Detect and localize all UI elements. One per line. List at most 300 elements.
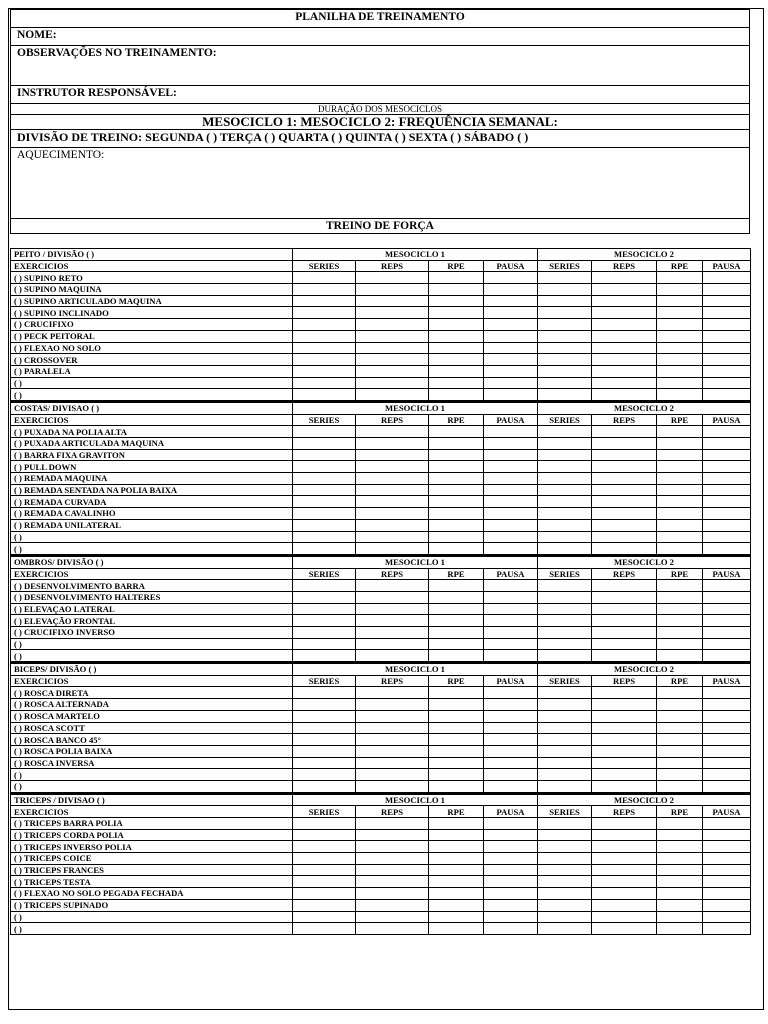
entry-cell[interactable]	[484, 699, 538, 711]
entry-cell[interactable]	[293, 780, 356, 792]
entry-cell[interactable]	[484, 627, 538, 639]
entry-cell[interactable]	[429, 389, 484, 401]
entry-cell[interactable]	[538, 272, 592, 284]
entry-cell[interactable]	[356, 687, 429, 699]
entry-cell[interactable]	[657, 734, 703, 746]
entry-cell[interactable]	[429, 780, 484, 792]
entry-cell[interactable]	[429, 284, 484, 296]
entry-cell[interactable]	[538, 853, 592, 865]
entry-cell[interactable]	[356, 899, 429, 911]
entry-cell[interactable]	[293, 365, 356, 377]
entry-cell[interactable]	[356, 757, 429, 769]
entry-cell[interactable]	[657, 531, 703, 543]
entry-cell[interactable]	[484, 888, 538, 900]
entry-cell[interactable]	[293, 377, 356, 389]
entry-cell[interactable]	[538, 829, 592, 841]
entry-cell[interactable]	[356, 307, 429, 319]
observacoes-field[interactable]: OBSERVAÇÕES NO TREINAMENTO:	[11, 46, 750, 86]
entry-cell[interactable]	[293, 899, 356, 911]
entry-cell[interactable]	[592, 365, 657, 377]
entry-cell[interactable]	[356, 354, 429, 366]
entry-cell[interactable]	[293, 389, 356, 401]
entry-cell[interactable]	[293, 591, 356, 603]
entry-cell[interactable]	[356, 508, 429, 520]
exercise-name[interactable]: ( ) SUPINO ARTICULADO MAQUINA	[11, 295, 293, 307]
exercise-name[interactable]: ( ) CRUCIFIXO	[11, 319, 293, 331]
entry-cell[interactable]	[592, 519, 657, 531]
entry-cell[interactable]	[703, 342, 751, 354]
entry-cell[interactable]	[657, 508, 703, 520]
entry-cell[interactable]	[429, 272, 484, 284]
entry-cell[interactable]	[592, 864, 657, 876]
entry-cell[interactable]	[429, 627, 484, 639]
entry-cell[interactable]	[429, 531, 484, 543]
entry-cell[interactable]	[703, 687, 751, 699]
entry-cell[interactable]	[657, 272, 703, 284]
entry-cell[interactable]	[484, 650, 538, 662]
entry-cell[interactable]	[657, 603, 703, 615]
entry-cell[interactable]	[293, 473, 356, 485]
exercise-name[interactable]: ( )	[11, 911, 293, 923]
entry-cell[interactable]	[538, 426, 592, 438]
entry-cell[interactable]	[356, 780, 429, 792]
entry-cell[interactable]	[538, 699, 592, 711]
entry-cell[interactable]	[484, 899, 538, 911]
entry-cell[interactable]	[484, 519, 538, 531]
entry-cell[interactable]	[703, 426, 751, 438]
entry-cell[interactable]	[538, 864, 592, 876]
entry-cell[interactable]	[356, 473, 429, 485]
entry-cell[interactable]	[703, 864, 751, 876]
entry-cell[interactable]	[293, 484, 356, 496]
exercise-name[interactable]: ( ) ELEVAÇAO LATERAL	[11, 603, 293, 615]
entry-cell[interactable]	[657, 473, 703, 485]
exercise-name[interactable]: ( ) CROSSOVER	[11, 354, 293, 366]
entry-cell[interactable]	[538, 342, 592, 354]
entry-cell[interactable]	[356, 531, 429, 543]
entry-cell[interactable]	[484, 841, 538, 853]
entry-cell[interactable]	[657, 699, 703, 711]
entry-cell[interactable]	[293, 519, 356, 531]
entry-cell[interactable]	[293, 531, 356, 543]
entry-cell[interactable]	[356, 272, 429, 284]
entry-cell[interactable]	[356, 876, 429, 888]
entry-cell[interactable]	[657, 650, 703, 662]
entry-cell[interactable]	[293, 769, 356, 781]
entry-cell[interactable]	[592, 603, 657, 615]
entry-cell[interactable]	[703, 519, 751, 531]
entry-cell[interactable]	[356, 627, 429, 639]
entry-cell[interactable]	[657, 319, 703, 331]
entry-cell[interactable]	[703, 473, 751, 485]
entry-cell[interactable]	[657, 710, 703, 722]
entry-cell[interactable]	[592, 330, 657, 342]
entry-cell[interactable]	[703, 484, 751, 496]
entry-cell[interactable]	[592, 580, 657, 592]
entry-cell[interactable]	[429, 911, 484, 923]
entry-cell[interactable]	[293, 757, 356, 769]
entry-cell[interactable]	[484, 923, 538, 935]
entry-cell[interactable]	[429, 699, 484, 711]
entry-cell[interactable]	[657, 330, 703, 342]
exercise-name[interactable]: ( )	[11, 769, 293, 781]
entry-cell[interactable]	[657, 354, 703, 366]
entry-cell[interactable]	[592, 295, 657, 307]
entry-cell[interactable]	[657, 818, 703, 830]
entry-cell[interactable]	[538, 319, 592, 331]
entry-cell[interactable]	[657, 426, 703, 438]
entry-cell[interactable]	[592, 650, 657, 662]
entry-cell[interactable]	[429, 426, 484, 438]
exercise-name[interactable]: ( ) ROSCA MARTELO	[11, 710, 293, 722]
entry-cell[interactable]	[356, 603, 429, 615]
exercise-name[interactable]: ( ) TRICEPS BARRA POLIA	[11, 818, 293, 830]
entry-cell[interactable]	[484, 769, 538, 781]
entry-cell[interactable]	[356, 543, 429, 555]
entry-cell[interactable]	[484, 449, 538, 461]
exercise-name[interactable]: ( )	[11, 377, 293, 389]
entry-cell[interactable]	[429, 519, 484, 531]
exercise-name[interactable]: ( ) DESENVOLVIMENTO BARRA	[11, 580, 293, 592]
exercise-name[interactable]: ( ) ELEVAÇÃO FRONTAL	[11, 615, 293, 627]
entry-cell[interactable]	[657, 484, 703, 496]
entry-cell[interactable]	[429, 734, 484, 746]
entry-cell[interactable]	[538, 710, 592, 722]
entry-cell[interactable]	[703, 449, 751, 461]
entry-cell[interactable]	[484, 272, 538, 284]
entry-cell[interactable]	[592, 734, 657, 746]
entry-cell[interactable]	[592, 899, 657, 911]
entry-cell[interactable]	[484, 638, 538, 650]
entry-cell[interactable]	[657, 496, 703, 508]
entry-cell[interactable]	[429, 864, 484, 876]
exercise-name[interactable]: ( )	[11, 543, 293, 555]
entry-cell[interactable]	[538, 354, 592, 366]
entry-cell[interactable]	[538, 603, 592, 615]
entry-cell[interactable]	[538, 899, 592, 911]
entry-cell[interactable]	[429, 722, 484, 734]
entry-cell[interactable]	[703, 365, 751, 377]
entry-cell[interactable]	[293, 864, 356, 876]
entry-cell[interactable]	[356, 438, 429, 450]
entry-cell[interactable]	[484, 307, 538, 319]
entry-cell[interactable]	[703, 354, 751, 366]
entry-cell[interactable]	[592, 722, 657, 734]
entry-cell[interactable]	[703, 853, 751, 865]
entry-cell[interactable]	[703, 496, 751, 508]
entry-cell[interactable]	[293, 818, 356, 830]
entry-cell[interactable]	[592, 888, 657, 900]
entry-cell[interactable]	[538, 769, 592, 781]
entry-cell[interactable]	[538, 780, 592, 792]
entry-cell[interactable]	[293, 330, 356, 342]
exercise-name[interactable]: ( ) TRICEPS SUPINADO	[11, 899, 293, 911]
entry-cell[interactable]	[703, 769, 751, 781]
entry-cell[interactable]	[356, 818, 429, 830]
exercise-name[interactable]: ( ) DESENVOLVIMENTO HALTERES	[11, 591, 293, 603]
entry-cell[interactable]	[538, 818, 592, 830]
entry-cell[interactable]	[538, 591, 592, 603]
entry-cell[interactable]	[356, 829, 429, 841]
entry-cell[interactable]	[293, 342, 356, 354]
entry-cell[interactable]	[484, 603, 538, 615]
entry-cell[interactable]	[356, 841, 429, 853]
entry-cell[interactable]	[538, 389, 592, 401]
entry-cell[interactable]	[484, 461, 538, 473]
instrutor-field[interactable]: INSTRUTOR RESPONSÁVEL:	[11, 86, 750, 104]
entry-cell[interactable]	[703, 508, 751, 520]
entry-cell[interactable]	[703, 272, 751, 284]
entry-cell[interactable]	[293, 876, 356, 888]
entry-cell[interactable]	[592, 319, 657, 331]
entry-cell[interactable]	[293, 699, 356, 711]
entry-cell[interactable]	[538, 627, 592, 639]
entry-cell[interactable]	[657, 284, 703, 296]
entry-cell[interactable]	[657, 615, 703, 627]
entry-cell[interactable]	[356, 284, 429, 296]
entry-cell[interactable]	[592, 449, 657, 461]
entry-cell[interactable]	[484, 722, 538, 734]
entry-cell[interactable]	[484, 864, 538, 876]
entry-cell[interactable]	[429, 295, 484, 307]
entry-cell[interactable]	[429, 710, 484, 722]
entry-cell[interactable]	[429, 638, 484, 650]
entry-cell[interactable]	[293, 580, 356, 592]
exercise-name[interactable]: ( ) ROSCA INVERSA	[11, 757, 293, 769]
entry-cell[interactable]	[484, 426, 538, 438]
entry-cell[interactable]	[484, 911, 538, 923]
entry-cell[interactable]	[429, 745, 484, 757]
exercise-name[interactable]: ( ) ROSCA SCOTT	[11, 722, 293, 734]
entry-cell[interactable]	[703, 699, 751, 711]
entry-cell[interactable]	[484, 295, 538, 307]
entry-cell[interactable]	[657, 580, 703, 592]
entry-cell[interactable]	[657, 888, 703, 900]
entry-cell[interactable]	[538, 365, 592, 377]
entry-cell[interactable]	[538, 438, 592, 450]
exercise-name[interactable]: ( ) TRICEPS TESTA	[11, 876, 293, 888]
entry-cell[interactable]	[484, 615, 538, 627]
entry-cell[interactable]	[657, 687, 703, 699]
entry-cell[interactable]	[592, 627, 657, 639]
entry-cell[interactable]	[657, 342, 703, 354]
entry-cell[interactable]	[293, 496, 356, 508]
exercise-name[interactable]: ( ) PARALELA	[11, 365, 293, 377]
exercise-name[interactable]: ( ) PULL DOWN	[11, 461, 293, 473]
entry-cell[interactable]	[592, 757, 657, 769]
entry-cell[interactable]	[592, 461, 657, 473]
entry-cell[interactable]	[484, 377, 538, 389]
entry-cell[interactable]	[484, 710, 538, 722]
entry-cell[interactable]	[429, 508, 484, 520]
entry-cell[interactable]	[657, 543, 703, 555]
entry-cell[interactable]	[657, 780, 703, 792]
entry-cell[interactable]	[592, 342, 657, 354]
entry-cell[interactable]	[484, 734, 538, 746]
entry-cell[interactable]	[703, 710, 751, 722]
entry-cell[interactable]	[429, 330, 484, 342]
entry-cell[interactable]	[703, 438, 751, 450]
entry-cell[interactable]	[703, 531, 751, 543]
exercise-name[interactable]: ( ) ROSCA DIRETA	[11, 687, 293, 699]
entry-cell[interactable]	[429, 818, 484, 830]
exercise-name[interactable]: ( ) TRICEPS CORDA POLIA	[11, 829, 293, 841]
entry-cell[interactable]	[484, 829, 538, 841]
entry-cell[interactable]	[592, 829, 657, 841]
entry-cell[interactable]	[484, 319, 538, 331]
entry-cell[interactable]	[293, 745, 356, 757]
entry-cell[interactable]	[592, 272, 657, 284]
entry-cell[interactable]	[657, 722, 703, 734]
entry-cell[interactable]	[592, 699, 657, 711]
entry-cell[interactable]	[703, 745, 751, 757]
entry-cell[interactable]	[293, 272, 356, 284]
entry-cell[interactable]	[538, 377, 592, 389]
entry-cell[interactable]	[703, 888, 751, 900]
entry-cell[interactable]	[592, 841, 657, 853]
entry-cell[interactable]	[356, 484, 429, 496]
entry-cell[interactable]	[484, 354, 538, 366]
entry-cell[interactable]	[703, 307, 751, 319]
entry-cell[interactable]	[538, 841, 592, 853]
exercise-name[interactable]: ( ) PECK PEITORAL	[11, 330, 293, 342]
exercise-name[interactable]: ( )	[11, 650, 293, 662]
entry-cell[interactable]	[293, 638, 356, 650]
exercise-name[interactable]: ( ) SUPINO RETO	[11, 272, 293, 284]
entry-cell[interactable]	[484, 508, 538, 520]
entry-cell[interactable]	[356, 461, 429, 473]
entry-cell[interactable]	[538, 449, 592, 461]
entry-cell[interactable]	[484, 687, 538, 699]
entry-cell[interactable]	[538, 543, 592, 555]
entry-cell[interactable]	[356, 911, 429, 923]
entry-cell[interactable]	[484, 757, 538, 769]
exercise-name[interactable]: ( ) PUXADA ARTICULADA MAQUINA	[11, 438, 293, 450]
entry-cell[interactable]	[356, 615, 429, 627]
entry-cell[interactable]	[356, 853, 429, 865]
entry-cell[interactable]	[293, 603, 356, 615]
entry-cell[interactable]	[429, 829, 484, 841]
entry-cell[interactable]	[356, 377, 429, 389]
entry-cell[interactable]	[657, 829, 703, 841]
entry-cell[interactable]	[429, 650, 484, 662]
entry-cell[interactable]	[356, 342, 429, 354]
entry-cell[interactable]	[429, 580, 484, 592]
entry-cell[interactable]	[538, 876, 592, 888]
entry-cell[interactable]	[657, 377, 703, 389]
entry-cell[interactable]	[356, 319, 429, 331]
entry-cell[interactable]	[592, 818, 657, 830]
entry-cell[interactable]	[592, 438, 657, 450]
entry-cell[interactable]	[484, 496, 538, 508]
entry-cell[interactable]	[538, 888, 592, 900]
entry-cell[interactable]	[657, 923, 703, 935]
entry-cell[interactable]	[429, 615, 484, 627]
entry-cell[interactable]	[293, 307, 356, 319]
entry-cell[interactable]	[356, 650, 429, 662]
entry-cell[interactable]	[703, 389, 751, 401]
entry-cell[interactable]	[429, 757, 484, 769]
entry-cell[interactable]	[592, 745, 657, 757]
entry-cell[interactable]	[356, 734, 429, 746]
entry-cell[interactable]	[356, 389, 429, 401]
entry-cell[interactable]	[703, 580, 751, 592]
exercise-name[interactable]: ( )	[11, 531, 293, 543]
entry-cell[interactable]	[484, 591, 538, 603]
entry-cell[interactable]	[356, 638, 429, 650]
entry-cell[interactable]	[484, 543, 538, 555]
entry-cell[interactable]	[703, 899, 751, 911]
exercise-name[interactable]: ( ) TRICEPS COICE	[11, 853, 293, 865]
entry-cell[interactable]	[484, 330, 538, 342]
entry-cell[interactable]	[293, 841, 356, 853]
entry-cell[interactable]	[429, 496, 484, 508]
entry-cell[interactable]	[657, 519, 703, 531]
entry-cell[interactable]	[592, 543, 657, 555]
entry-cell[interactable]	[429, 923, 484, 935]
exercise-name[interactable]: ( )	[11, 780, 293, 792]
entry-cell[interactable]	[356, 330, 429, 342]
entry-cell[interactable]	[356, 722, 429, 734]
entry-cell[interactable]	[538, 923, 592, 935]
entry-cell[interactable]	[484, 853, 538, 865]
aquecimento-field[interactable]: AQUECIMENTO:	[11, 148, 750, 219]
entry-cell[interactable]	[484, 438, 538, 450]
exercise-name[interactable]: ( ) PUXADA NA POLIA ALTA	[11, 426, 293, 438]
entry-cell[interactable]	[657, 853, 703, 865]
entry-cell[interactable]	[592, 354, 657, 366]
entry-cell[interactable]	[484, 473, 538, 485]
entry-cell[interactable]	[538, 757, 592, 769]
entry-cell[interactable]	[657, 295, 703, 307]
entry-cell[interactable]	[657, 769, 703, 781]
entry-cell[interactable]	[429, 853, 484, 865]
entry-cell[interactable]	[293, 911, 356, 923]
entry-cell[interactable]	[429, 438, 484, 450]
entry-cell[interactable]	[429, 354, 484, 366]
entry-cell[interactable]	[429, 449, 484, 461]
entry-cell[interactable]	[429, 603, 484, 615]
entry-cell[interactable]	[484, 745, 538, 757]
entry-cell[interactable]	[657, 389, 703, 401]
entry-cell[interactable]	[356, 519, 429, 531]
entry-cell[interactable]	[538, 484, 592, 496]
entry-cell[interactable]	[356, 923, 429, 935]
exercise-name[interactable]: ( )	[11, 638, 293, 650]
entry-cell[interactable]	[356, 864, 429, 876]
exercise-name[interactable]: ( ) ROSCA ALTERNADA	[11, 699, 293, 711]
entry-cell[interactable]	[538, 508, 592, 520]
entry-cell[interactable]	[538, 330, 592, 342]
entry-cell[interactable]	[703, 818, 751, 830]
entry-cell[interactable]	[356, 769, 429, 781]
entry-cell[interactable]	[356, 365, 429, 377]
entry-cell[interactable]	[484, 342, 538, 354]
entry-cell[interactable]	[703, 615, 751, 627]
entry-cell[interactable]	[429, 876, 484, 888]
entry-cell[interactable]	[538, 473, 592, 485]
nome-field[interactable]: NOME:	[11, 28, 750, 46]
entry-cell[interactable]	[356, 295, 429, 307]
entry-cell[interactable]	[592, 496, 657, 508]
entry-cell[interactable]	[592, 389, 657, 401]
entry-cell[interactable]	[538, 650, 592, 662]
entry-cell[interactable]	[592, 307, 657, 319]
entry-cell[interactable]	[538, 284, 592, 296]
entry-cell[interactable]	[484, 365, 538, 377]
entry-cell[interactable]	[703, 330, 751, 342]
entry-cell[interactable]	[429, 769, 484, 781]
